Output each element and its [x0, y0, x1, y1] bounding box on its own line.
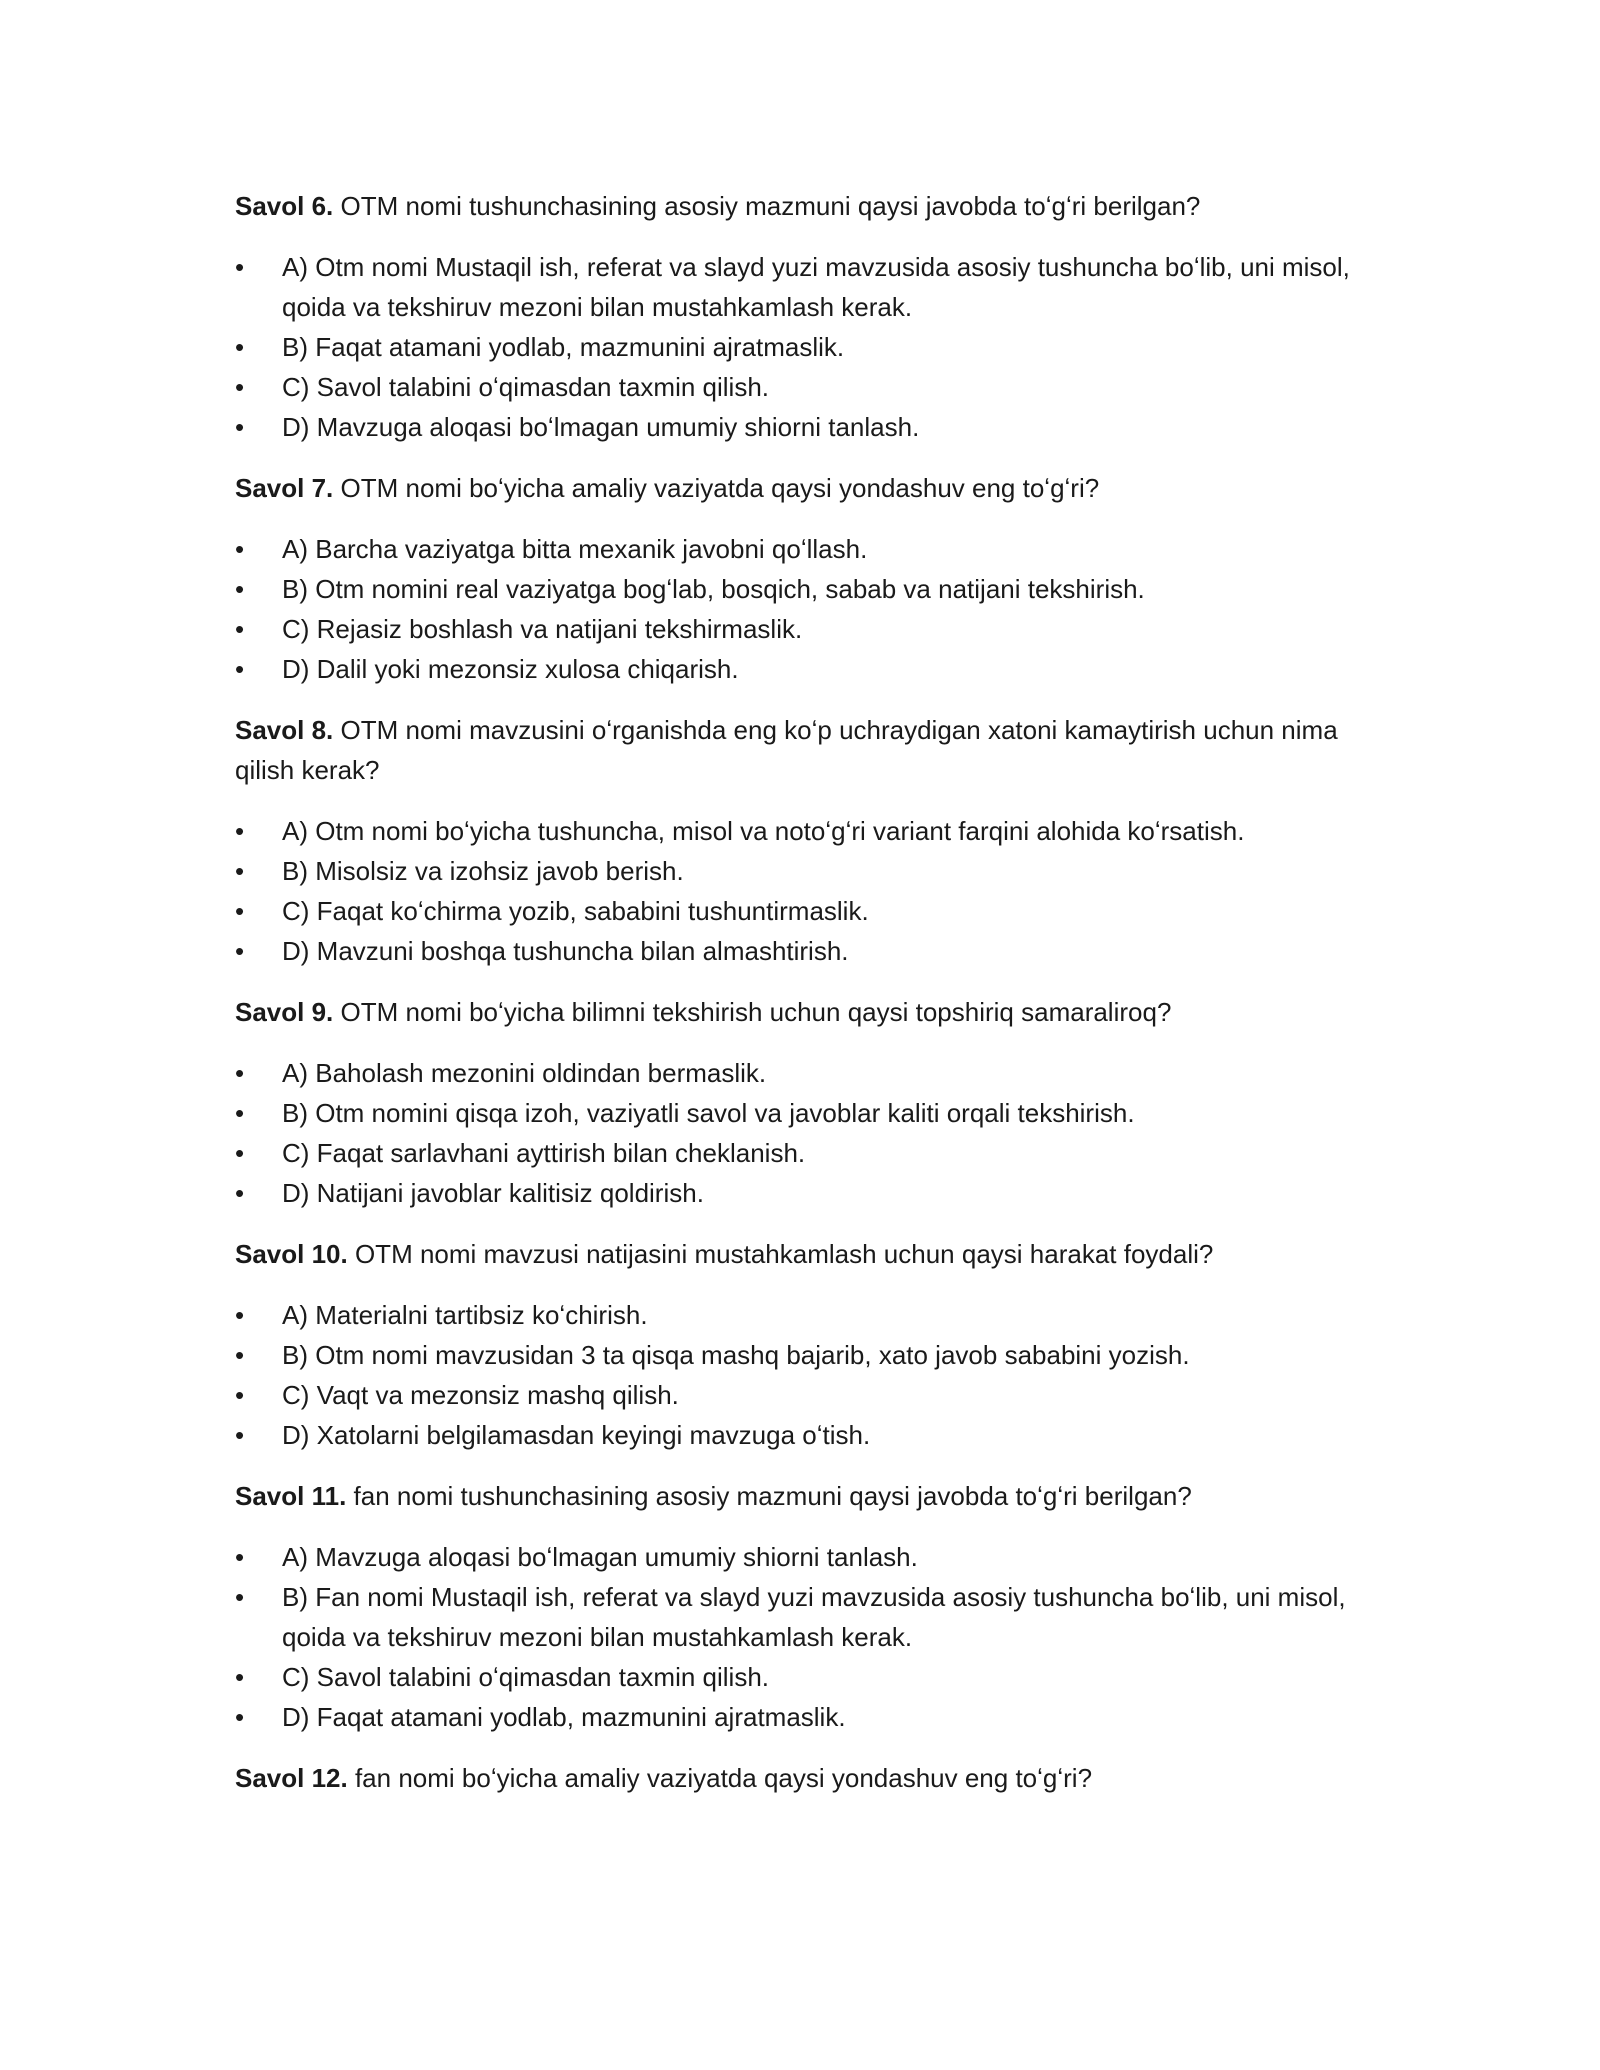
question-number: Savol 6. — [235, 191, 334, 221]
question-6 — [235, 186, 1385, 447]
answer-list — [235, 1053, 1385, 1213]
answer-list — [235, 811, 1385, 971]
answer-text: A) Otm nomi Mustaqil ish, referat va slayd yuzi mavzusida asosiy tushuncha boʻlib, uni misol, qoida va tekshiruv mezoni bilan mustahkamlash kerak. — [282, 252, 1350, 322]
question-number: Savol 7. — [235, 473, 334, 503]
question-number: Savol 10. — [235, 1239, 348, 1269]
answer-option — [235, 1537, 1385, 1577]
answer-option — [235, 931, 1385, 971]
answer-text: B) Faqat atamani yodlab, mazmunini ajratmaslik. — [282, 332, 845, 362]
bullet-icon: • — [235, 1702, 245, 1732]
question-text: OTM nomi mavzusi natijasini mustahkamlash uchun qaysi harakat foydali? — [347, 1239, 1214, 1269]
bullet-icon: • — [235, 332, 245, 362]
question-number: Savol 8. — [235, 715, 334, 745]
answer-option — [235, 367, 1385, 407]
answer-text: B) Otm nomini qisqa izoh, vaziyatli savol va javoblar kaliti orqali tekshirish. — [282, 1098, 1135, 1128]
answer-text: B) Otm nomi mavzusidan 3 ta qisqa mashq bajarib, xato javob sababini yozish. — [282, 1340, 1190, 1370]
answer-text: D) Mavzuga aloqasi boʻlmagan umumiy shiorni tanlash. — [282, 412, 920, 442]
answer-option — [235, 609, 1385, 649]
answer-text: C) Rejasiz boshlash va natijani tekshirmaslik. — [282, 614, 803, 644]
question-10 — [235, 1234, 1385, 1455]
answer-option — [235, 811, 1385, 851]
answer-text: A) Materialni tartibsiz koʻchirish. — [282, 1300, 648, 1330]
document-page — [235, 186, 1385, 1819]
answer-option — [235, 1133, 1385, 1173]
answer-option — [235, 529, 1385, 569]
bullet-icon: • — [235, 1662, 245, 1692]
answer-text: D) Natijani javoblar kalitisiz qoldirish. — [282, 1178, 704, 1208]
question-text: OTM nomi boʻyicha amaliy vaziyatda qaysi yondashuv eng toʻgʻri? — [333, 473, 1100, 503]
question-number: Savol 11. — [235, 1481, 347, 1511]
bullet-icon: • — [235, 1340, 245, 1370]
answer-option — [235, 891, 1385, 931]
answer-text: A) Baholash mezonini oldindan bermaslik. — [282, 1058, 767, 1088]
bullet-icon: • — [235, 1138, 245, 1168]
question-12 — [235, 1758, 1385, 1798]
answer-option — [235, 327, 1385, 367]
bullet-icon: • — [235, 856, 245, 886]
answer-text: C) Savol talabini oʻqimasdan taxmin qilish. — [282, 1662, 770, 1692]
answer-text: A) Otm nomi boʻyicha tushuncha, misol va notoʻgʻri variant farqini alohida koʻrsatish. — [282, 816, 1245, 846]
answer-text: D) Dalil yoki mezonsiz xulosa chiqarish. — [282, 654, 739, 684]
question-title — [235, 1758, 1385, 1798]
answer-text: C) Savol talabini oʻqimasdan taxmin qilish. — [282, 372, 770, 402]
answer-text: B) Misolsiz va izohsiz javob berish. — [282, 856, 684, 886]
bullet-icon: • — [235, 534, 245, 564]
answer-option — [235, 1577, 1385, 1657]
answer-text: A) Mavzuga aloqasi boʻlmagan umumiy shiorni tanlash. — [282, 1542, 918, 1572]
bullet-icon: • — [235, 1098, 245, 1128]
answer-list — [235, 529, 1385, 689]
bullet-icon: • — [235, 372, 245, 402]
bullet-icon: • — [235, 1178, 245, 1208]
answer-text: D) Xatolarni belgilamasdan keyingi mavzuga oʻtish. — [282, 1420, 871, 1450]
bullet-icon: • — [235, 412, 245, 442]
bullet-icon: • — [235, 936, 245, 966]
answer-option — [235, 407, 1385, 447]
answer-list — [235, 1537, 1385, 1737]
question-text: OTM nomi mavzusini oʻrganishda eng koʻp uchraydigan xatoni kamaytirish uchun nima qilish kerak? — [235, 715, 1338, 785]
answer-text: C) Faqat sarlavhani ayttirish bilan cheklanish. — [282, 1138, 806, 1168]
answer-option — [235, 569, 1385, 609]
answer-option — [235, 247, 1385, 327]
answer-text: C) Vaqt va mezonsiz mashq qilish. — [282, 1380, 679, 1410]
question-title — [235, 992, 1385, 1032]
answer-option — [235, 649, 1385, 689]
answer-text: B) Fan nomi Mustaqil ish, referat va slayd yuzi mavzusida asosiy tushuncha boʻlib, uni misol, qoida va tekshiruv mezoni bilan mustahkamlash kerak. — [282, 1582, 1346, 1652]
answer-option — [235, 851, 1385, 891]
answer-option — [235, 1053, 1385, 1093]
question-title — [235, 1234, 1385, 1274]
question-9 — [235, 992, 1385, 1213]
answer-text: A) Barcha vaziyatga bitta mexanik javobni qoʻllash. — [282, 534, 868, 564]
bullet-icon: • — [235, 614, 245, 644]
answer-option — [235, 1415, 1385, 1455]
bullet-icon: • — [235, 816, 245, 846]
answer-option — [235, 1093, 1385, 1133]
question-text: OTM nomi tushunchasining asosiy mazmuni qaysi javobda toʻgʻri berilgan? — [333, 191, 1201, 221]
bullet-icon: • — [235, 654, 245, 684]
question-11 — [235, 1476, 1385, 1737]
answer-text: C) Faqat koʻchirma yozib, sababini tushuntirmaslik. — [282, 896, 869, 926]
bullet-icon: • — [235, 1542, 245, 1572]
question-text: fan nomi tushunchasining asosiy mazmuni qaysi javobda toʻgʻri berilgan? — [346, 1481, 1192, 1511]
question-title — [235, 710, 1385, 790]
question-title — [235, 468, 1385, 508]
answer-option — [235, 1295, 1385, 1335]
answer-option — [235, 1335, 1385, 1375]
answer-text: B) Otm nomini real vaziyatga bogʻlab, bosqich, sabab va natijani tekshirish. — [282, 574, 1145, 604]
answer-text: D) Mavzuni boshqa tushuncha bilan almashtirish. — [282, 936, 849, 966]
answer-option — [235, 1697, 1385, 1737]
question-text: fan nomi boʻyicha amaliy vaziyatda qaysi yondashuv eng toʻgʻri? — [347, 1763, 1093, 1793]
question-number: Savol 12. — [235, 1763, 348, 1793]
answer-list — [235, 1295, 1385, 1455]
answer-option — [235, 1173, 1385, 1213]
answer-option — [235, 1657, 1385, 1697]
question-title — [235, 186, 1385, 226]
question-title — [235, 1476, 1385, 1516]
bullet-icon: • — [235, 1582, 245, 1612]
bullet-icon: • — [235, 574, 245, 604]
question-7 — [235, 468, 1385, 689]
answer-option — [235, 1375, 1385, 1415]
bullet-icon: • — [235, 252, 245, 282]
bullet-icon: • — [235, 1420, 245, 1450]
answer-text: D) Faqat atamani yodlab, mazmunini ajratmaslik. — [282, 1702, 846, 1732]
answer-list — [235, 247, 1385, 447]
question-8 — [235, 710, 1385, 971]
question-text: OTM nomi boʻyicha bilimni tekshirish uchun qaysi topshiriq samaraliroq? — [333, 997, 1172, 1027]
bullet-icon: • — [235, 1380, 245, 1410]
bullet-icon: • — [235, 1300, 245, 1330]
question-number: Savol 9. — [235, 997, 334, 1027]
bullet-icon: • — [235, 1058, 245, 1088]
bullet-icon: • — [235, 896, 245, 926]
